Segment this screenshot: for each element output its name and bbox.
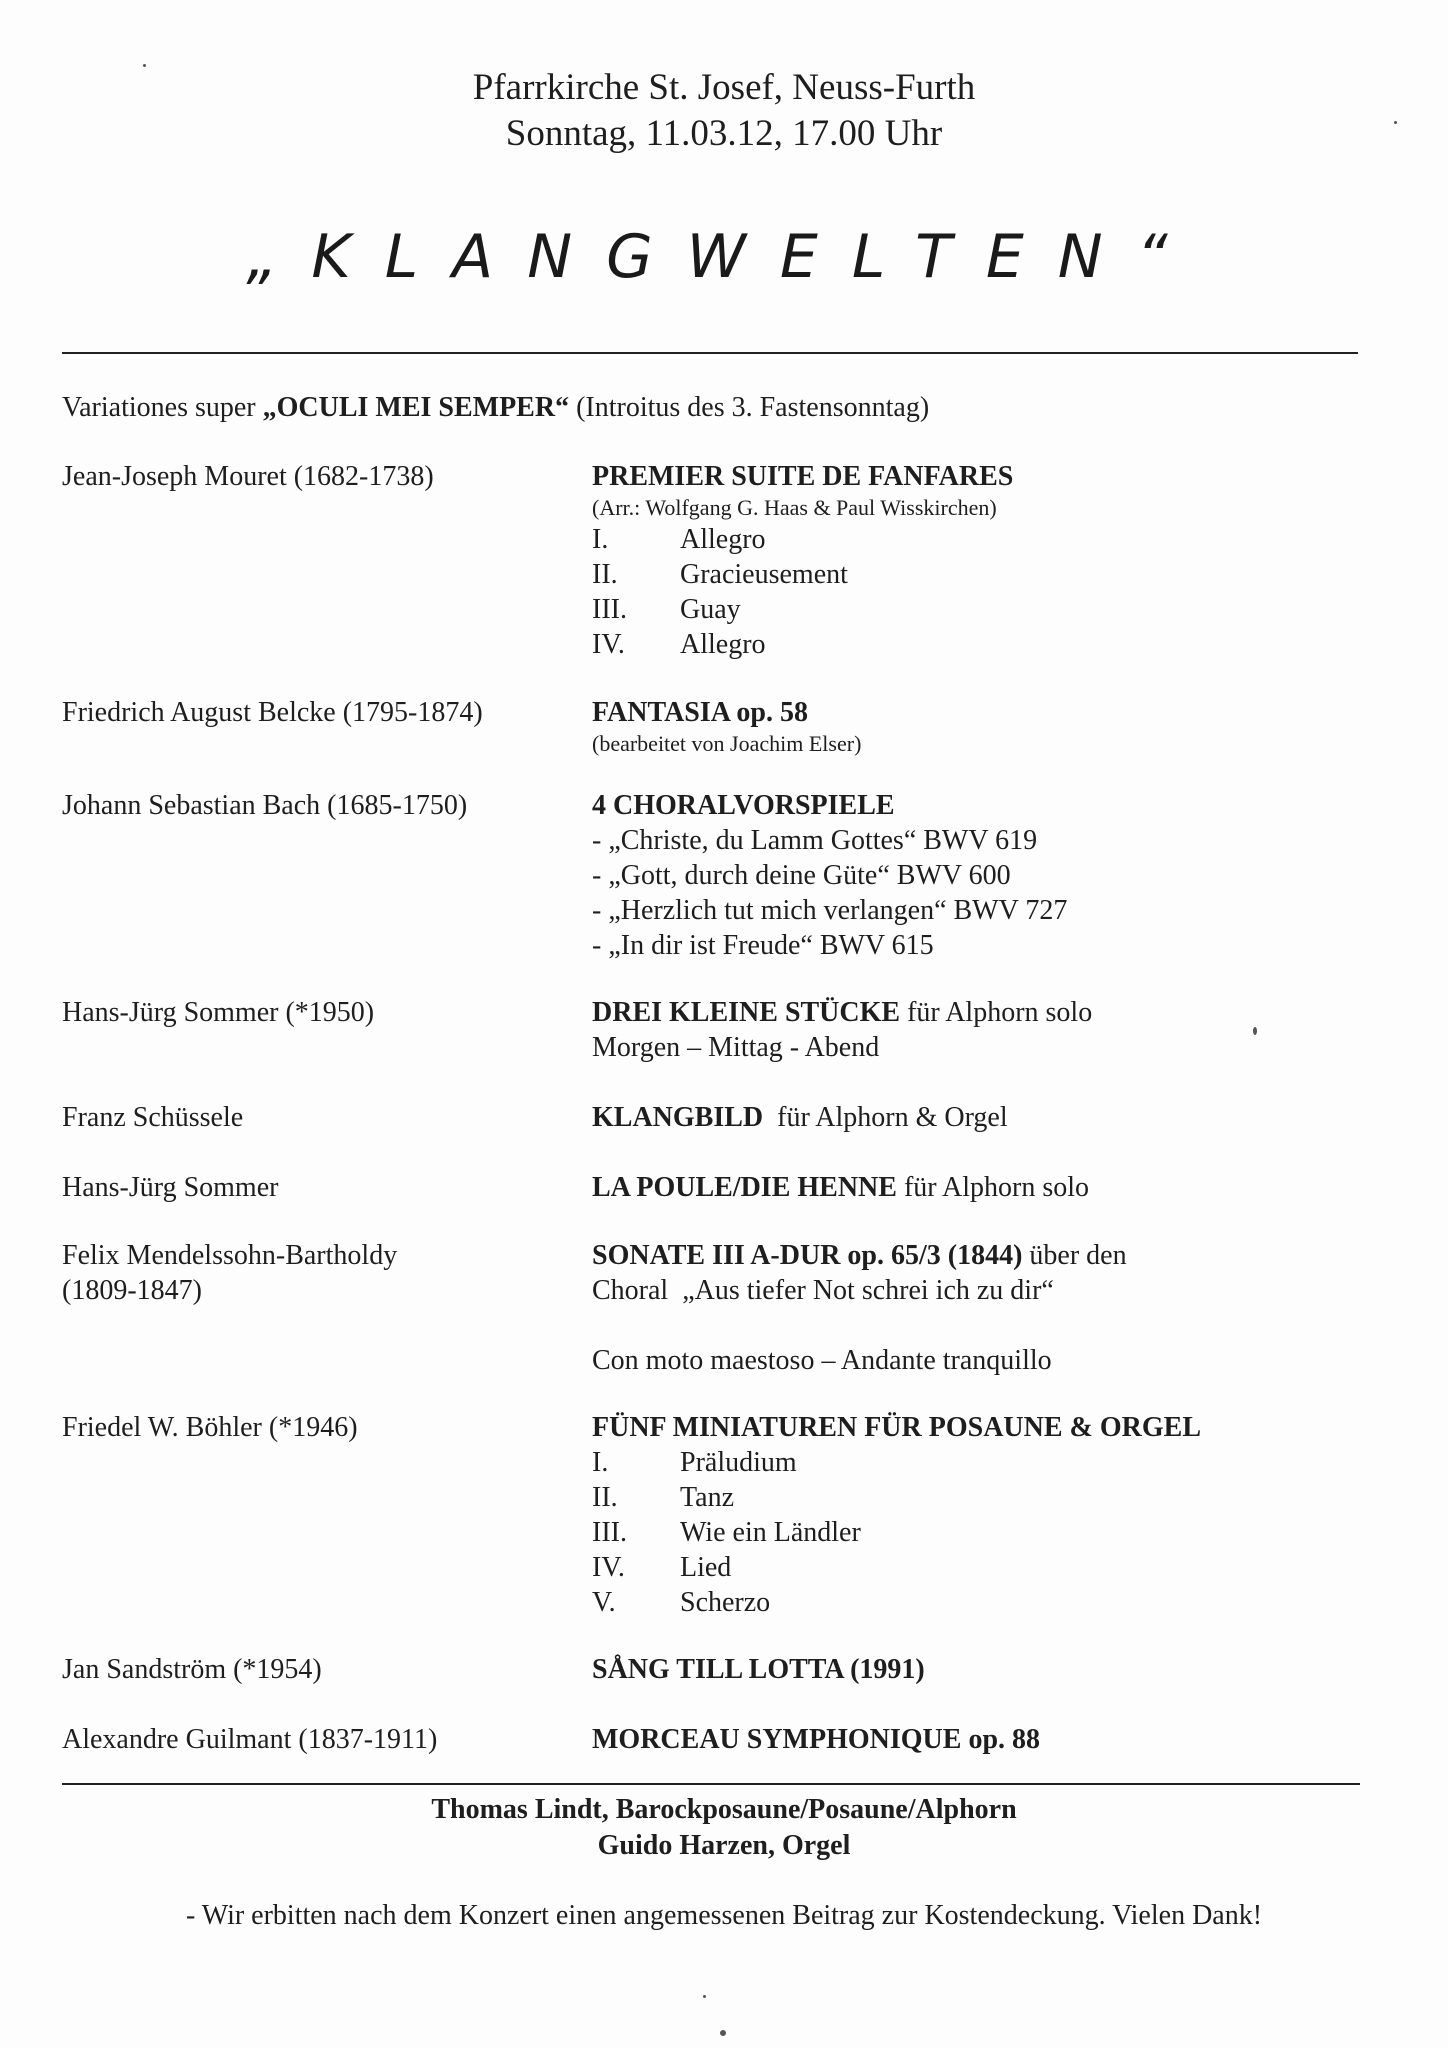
movement (592, 1550, 1412, 1585)
work-line: Morgen – Mittag - Abend (592, 1032, 880, 1063)
movement-name: Tanz (680, 1482, 735, 1513)
movement-number: III. (592, 594, 627, 625)
composer-boehler: Friedel W. Böhler (*1946) (62, 1412, 358, 1443)
movement (592, 1480, 1412, 1515)
movement-name: Wie ein Ländler (680, 1517, 861, 1548)
performer-2: Guido Harzen, Orgel (597, 1830, 851, 1861)
movement-number: III. (592, 1517, 627, 1548)
work-title: SONATE III A-DUR op. 65/3 (1844) (592, 1240, 1023, 1271)
movement-name: Gracieusement (680, 559, 848, 590)
scan-speck (1394, 121, 1397, 124)
church-date-line-1: Pfarrkirche St. Josef, Neuss-Furth (472, 67, 976, 108)
movement (592, 1585, 1412, 1620)
movement (592, 557, 1412, 592)
work-sommer-2 (592, 1170, 1412, 1205)
work-title: FANTASIA op. 58 (592, 697, 809, 728)
movement-name: Scherzo (680, 1587, 771, 1618)
work-suffix: für Alphorn solo (896, 1172, 1090, 1203)
composer-mendelssohn (62, 1238, 397, 1308)
work-suffix: für Alphorn solo (900, 997, 1093, 1028)
scan-speck (720, 2030, 726, 2036)
chorale-line: - „Herzlich tut mich verlangen“ BWV 727 (592, 895, 1068, 926)
chorale-line: - „Christe, du Lamm Gottes“ BWV 619 (592, 825, 1038, 856)
chorale-line: - „Gott, durch deine Güte“ BWV 600 (592, 860, 1011, 891)
movement (592, 1445, 1412, 1480)
bottom-divider (62, 1783, 1360, 1785)
scan-speck (1253, 1027, 1257, 1035)
intro-line (62, 390, 929, 426)
work-line: Con moto maestoso – Andante tranquillo (592, 1345, 1052, 1376)
work-title: KLANGBILD (592, 1102, 764, 1133)
work-title: SÅNG TILL LOTTA (1991) (592, 1654, 925, 1685)
work-mouret (592, 459, 1412, 662)
chorale-line: - „In dir ist Freude“ BWV 615 (592, 930, 934, 961)
work-title: LA POULE/DIE HENNE (592, 1172, 897, 1203)
performer-1: Thomas Lindt, Barockposaune/Posaune/Alphorn (431, 1794, 1017, 1825)
intro-bold: „OCULI MEI SEMPER“ (262, 392, 570, 423)
movement-number: IV. (592, 1552, 625, 1583)
movement (592, 592, 1412, 627)
work-guilmant (592, 1722, 1412, 1757)
movement-name: Präludium (680, 1447, 797, 1478)
movement-number: I. (592, 524, 609, 555)
composer-bach: Johann Sebastian Bach (1685-1750) (62, 790, 468, 821)
work-sommer-1 (592, 995, 1412, 1065)
work-schuessele (592, 1100, 1412, 1135)
composer-sandstroem: Jan Sandström (*1954) (62, 1654, 322, 1685)
movement (592, 1515, 1412, 1550)
work-title: 4 CHORALVORSPIELE (592, 790, 895, 821)
composer-guilmant: Alexandre Guilmant (1837-1911) (62, 1724, 438, 1755)
concert-title: „KLANGWELTEN“ (246, 222, 1202, 292)
work-line: Choral „Aus tiefer Not schrei ich zu dir“ (592, 1275, 1054, 1306)
work-title: PREMIER SUITE DE FANFARES (592, 461, 1014, 492)
movement-name: Allegro (680, 524, 766, 555)
work-title: FÜNF MINIATUREN FÜR POSAUNE & ORGEL (592, 1412, 1201, 1443)
work-spacer (592, 1308, 1412, 1343)
movement-number: V. (592, 1587, 616, 1618)
top-divider (62, 352, 1358, 354)
work-suffix: für Alphorn & Orgel (763, 1102, 1008, 1133)
composer-sommer-2: Hans-Jürg Sommer (62, 1172, 279, 1203)
work-title: DREI KLEINE STÜCKE (592, 997, 901, 1028)
movement (592, 627, 1412, 662)
composer-belcke: Friedrich August Belcke (1795-1874) (62, 697, 483, 728)
composer-schuessele: Franz Schüssele (62, 1102, 244, 1133)
work-belcke (592, 695, 1412, 758)
movement-number: I. (592, 1447, 609, 1478)
movement-number: IV. (592, 629, 625, 660)
scan-speck (143, 64, 146, 67)
work-boehler (592, 1410, 1412, 1620)
church-date-line-2: Sonntag, 11.03.12, 17.00 Uhr (505, 113, 943, 154)
scan-speck (703, 1995, 706, 1998)
composer-sommer-1: Hans-Jürg Sommer (*1950) (62, 997, 375, 1028)
work-title: MORCEAU SYMPHONIQUE op. 88 (592, 1724, 1041, 1755)
work-mendelssohn (592, 1238, 1412, 1378)
intro-prefix: Variationes super (62, 392, 263, 423)
movement (592, 522, 1412, 557)
movement-name: Lied (680, 1552, 732, 1583)
composer-dates: (1809-1847) (62, 1275, 202, 1306)
movement-name: Guay (680, 594, 741, 625)
composer-name: Felix Mendelssohn-Bartholdy (62, 1240, 398, 1271)
work-bach (592, 788, 1412, 963)
work-note: (bearbeitet von Joachim Elser) (592, 731, 862, 756)
movement-number: II. (592, 1482, 618, 1513)
work-sandstroem (592, 1652, 1412, 1687)
work-suffix: über den (1022, 1240, 1127, 1271)
intro-suffix: (Introitus des 3. Fastensonntag) (569, 392, 930, 423)
movement-number: II. (592, 559, 618, 590)
composer-mouret: Jean-Joseph Mouret (1682-1738) (62, 461, 434, 492)
donation-note: - Wir erbitten nach dem Konzert einen angemessenen Beitrag zur Kostendeckung. Vielen Dank! (185, 1900, 1263, 1931)
movement-name: Allegro (680, 629, 766, 660)
work-note: (Arr.: Wolfgang G. Haas & Paul Wisskirchen) (592, 495, 997, 520)
